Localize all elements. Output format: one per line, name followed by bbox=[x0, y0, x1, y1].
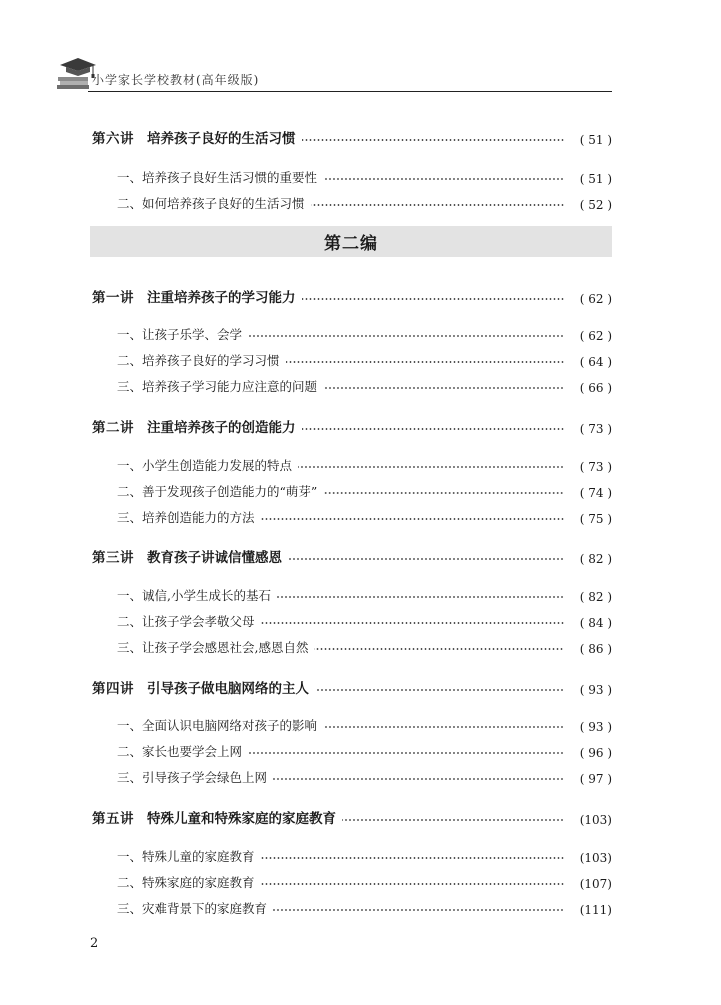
toc-section[interactable] bbox=[117, 740, 612, 760]
page-number: 2 bbox=[90, 936, 99, 951]
section-title: 二、让孩子学会孝敬父母 bbox=[117, 614, 255, 629]
dot-leader bbox=[298, 465, 564, 469]
toc-section[interactable] bbox=[117, 349, 612, 369]
chapter-number: 第六讲 bbox=[92, 131, 134, 147]
section-title: 一、让孩子乐学、会学 bbox=[117, 327, 243, 342]
toc-chapter-2[interactable] bbox=[92, 416, 612, 436]
chapter-number: 第三讲 bbox=[92, 550, 134, 566]
section-title: 二、家长也要学会上网 bbox=[117, 744, 243, 759]
dot-leader bbox=[302, 138, 565, 142]
page-ref: ( 66 ) bbox=[579, 381, 612, 395]
toc-section[interactable] bbox=[117, 506, 612, 526]
dot-leader bbox=[323, 725, 564, 729]
dot-leader bbox=[261, 856, 564, 860]
chapter-number: 第四讲 bbox=[92, 681, 134, 697]
toc-section[interactable] bbox=[117, 714, 612, 734]
toc-section[interactable] bbox=[117, 897, 612, 917]
chapter-title: 注重培养孩子的创造能力 bbox=[147, 420, 296, 436]
page-ref: ( 75 ) bbox=[579, 512, 612, 526]
dot-leader bbox=[315, 688, 564, 692]
toc-section[interactable] bbox=[117, 610, 612, 630]
running-header bbox=[56, 56, 612, 92]
section-title: 一、全面认识电脑网络对孩子的影响 bbox=[117, 718, 318, 733]
dot-leader bbox=[261, 882, 564, 886]
dot-leader bbox=[273, 908, 564, 912]
toc-chapter-4[interactable] bbox=[92, 677, 612, 697]
chapter-number: 第一讲 bbox=[92, 290, 134, 306]
page-ref: ( 93 ) bbox=[579, 720, 612, 734]
section-title: 二、培养孩子良好的学习习惯 bbox=[117, 353, 280, 368]
section-title: 三、灾难背景下的家庭教育 bbox=[117, 901, 268, 916]
dot-leader bbox=[288, 557, 564, 561]
page-ref: ( 62 ) bbox=[579, 329, 612, 343]
page-ref: ( 93 ) bbox=[579, 683, 612, 697]
section-title: 一、特殊儿童的家庭教育 bbox=[117, 849, 255, 864]
book-title: 小学家长学校教材(高年级版) bbox=[92, 73, 260, 87]
toc-section[interactable] bbox=[117, 454, 612, 474]
toc-chapter-5[interactable] bbox=[92, 807, 612, 827]
section-title: 一、小学生创造能力发展的特点 bbox=[117, 458, 293, 473]
section-title: 二、如何培养孩子良好的生活习惯 bbox=[117, 196, 305, 211]
page-ref: ( 96 ) bbox=[579, 746, 612, 760]
dot-leader bbox=[323, 491, 564, 495]
toc-section[interactable] bbox=[117, 845, 612, 865]
toc-section[interactable] bbox=[117, 766, 612, 786]
chapter-title: 注重培养孩子的学习能力 bbox=[147, 290, 296, 306]
chapter-number: 第二讲 bbox=[92, 420, 134, 436]
dot-leader bbox=[248, 751, 564, 755]
toc-section[interactable] bbox=[117, 584, 612, 604]
page-ref: ( 52 ) bbox=[579, 198, 612, 212]
toc-section[interactable] bbox=[117, 323, 612, 343]
page-ref: ( 73 ) bbox=[579, 422, 612, 436]
chapter-number: 第五讲 bbox=[92, 811, 134, 827]
page-ref: ( 97 ) bbox=[579, 772, 612, 786]
dot-leader bbox=[342, 818, 564, 822]
dot-leader bbox=[302, 297, 565, 301]
header-rule bbox=[88, 91, 612, 92]
toc-section[interactable] bbox=[117, 480, 612, 500]
dot-leader bbox=[261, 621, 564, 625]
toc-chapter-6[interactable] bbox=[92, 127, 612, 147]
part-title: 第二编 bbox=[324, 234, 378, 254]
page-ref: ( 74 ) bbox=[579, 486, 612, 500]
section-title: 三、让孩子学会感恩社会,感恩自然 bbox=[117, 640, 309, 655]
page-ref: ( 84 ) bbox=[579, 616, 612, 630]
chapter-title: 引导孩子做电脑网络的主人 bbox=[147, 681, 309, 697]
page-ref: (107) bbox=[579, 877, 612, 891]
section-title: 三、培养孩子学习能力应注意的问题 bbox=[117, 379, 318, 394]
page-ref: (103) bbox=[579, 813, 612, 827]
toc-chapter-1[interactable] bbox=[92, 286, 612, 306]
dot-leader bbox=[323, 177, 564, 181]
part-banner bbox=[90, 226, 612, 257]
dot-leader bbox=[273, 777, 564, 781]
page-ref: ( 64 ) bbox=[579, 355, 612, 369]
chapter-title: 培养孩子良好的生活习惯 bbox=[147, 131, 296, 147]
section-title: 三、引导孩子学会绿色上网 bbox=[117, 770, 268, 785]
dot-leader bbox=[311, 203, 564, 207]
dot-leader bbox=[261, 517, 564, 521]
page-ref: ( 86 ) bbox=[579, 642, 612, 656]
page-ref: ( 73 ) bbox=[579, 460, 612, 474]
toc-section[interactable] bbox=[117, 375, 612, 395]
toc-section[interactable] bbox=[117, 192, 612, 212]
toc-section[interactable] bbox=[117, 166, 612, 186]
toc-chapter-3[interactable] bbox=[92, 546, 612, 566]
toc-section[interactable] bbox=[117, 871, 612, 891]
section-title: 二、特殊家庭的家庭教育 bbox=[117, 875, 255, 890]
page-ref: ( 82 ) bbox=[579, 590, 612, 604]
section-title: 三、培养创造能力的方法 bbox=[117, 510, 255, 525]
chapter-title: 特殊儿童和特殊家庭的家庭教育 bbox=[147, 811, 336, 827]
page-ref: (111) bbox=[579, 903, 612, 917]
chapter-title: 教育孩子讲诚信懂感恩 bbox=[147, 550, 282, 566]
dot-leader bbox=[323, 386, 564, 390]
page-ref: ( 51 ) bbox=[579, 172, 612, 186]
page-ref: ( 51 ) bbox=[579, 133, 612, 147]
section-title: 一、培养孩子良好生活习惯的重要性 bbox=[117, 170, 318, 185]
page-ref: (103) bbox=[579, 851, 612, 865]
page-ref: ( 62 ) bbox=[579, 292, 612, 306]
page-ref: ( 82 ) bbox=[579, 552, 612, 566]
dot-leader bbox=[277, 595, 564, 599]
dot-leader bbox=[286, 360, 564, 364]
toc-section[interactable] bbox=[117, 636, 612, 656]
section-title: 一、诚信,小学生成长的基石 bbox=[117, 588, 271, 603]
dot-leader bbox=[302, 427, 565, 431]
section-title: 二、善于发现孩子创造能力的“萌芽” bbox=[117, 484, 318, 499]
dot-leader bbox=[314, 647, 564, 651]
dot-leader bbox=[248, 334, 564, 338]
